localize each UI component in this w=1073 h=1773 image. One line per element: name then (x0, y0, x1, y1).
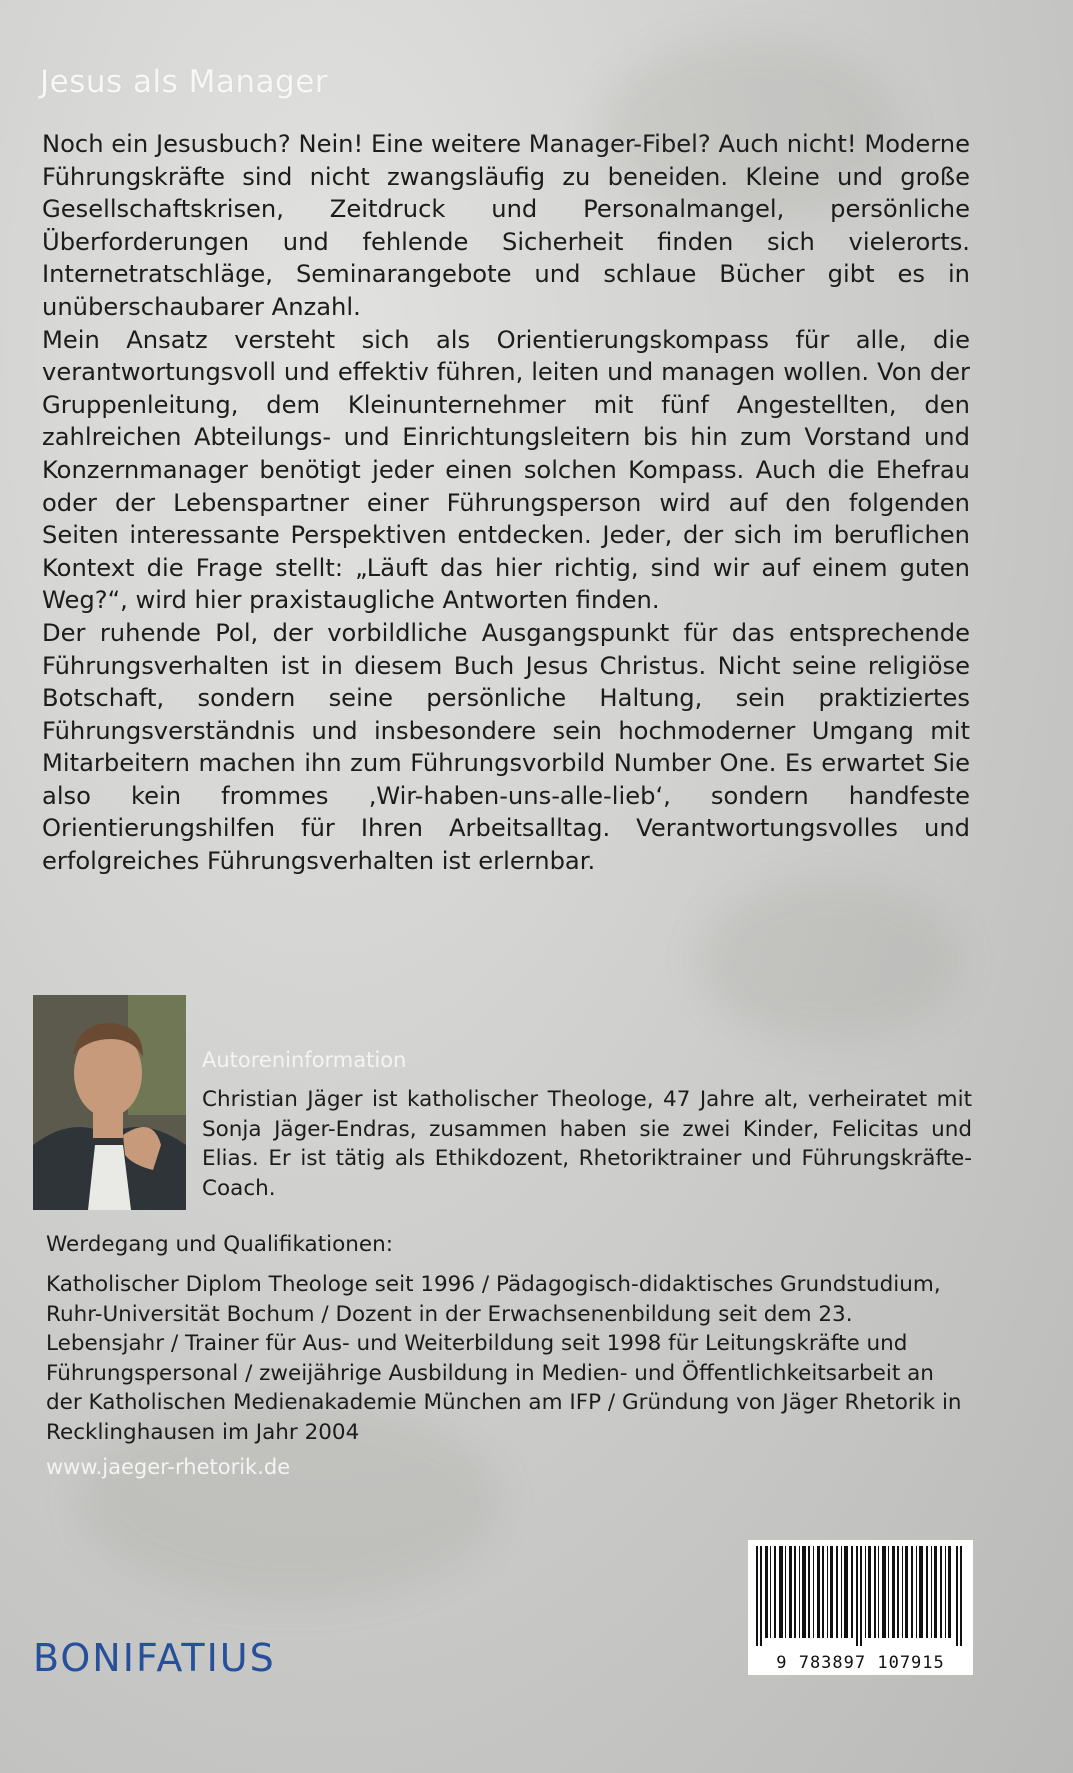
author-photo (33, 995, 186, 1210)
career-text: Katholischer Diplom Theologe seit 1996 / Pädagogisch-didaktisches Grundstudium, Ruhr-Universität Bochum / Dozent in der Erwachsenenbildung seit dem 23. Lebensjahr / Trainer für Aus- und Weiterbildung seit 1998 für Leitungskräfte und Führungspersonal / zweijährige Ausbildung in Medien- und Öffentlichkeitsarbeit an der Katholischen Medienakademie München am IFP / Gründung von Jäger Rhetorik in Recklinghausen im Jahr 2004 (46, 1272, 962, 1445)
intro-text (42, 128, 970, 878)
isbn-digits: 9 783897 107915 (776, 1653, 945, 1673)
author-website: www.jaeger-rhetorik.de (46, 1455, 291, 1479)
intro-paragraph: Noch ein Jesusbuch? Nein! Eine weitere Manager-Fibel? Auch nicht! Moderne Führungskräfte sind nicht zwangsläufig zu beneiden. Kleine und große Gesellschaftskrisen, Zeitdruck und Personalmangel, persönliche Überforderungen und fehlende Sicherheit finden sich vielerorts. Internetratschläge, Seminarangebote und schlaue Bücher gibt es in unüberschaubarer Anzahl. (42, 130, 970, 321)
author-info-label: Autoreninformation (202, 1048, 407, 1072)
intro-paragraph: Der ruhende Pol, der vorbildliche Ausgangspunkt für das entsprechende Führungsverhalten ist in diesem Buch Jesus Christus. Nicht seine religiöse Botschaft, sondern seine persönliche Haltung, sein praktiziertes Führungsverständnis und insbesondere sein hochmoderner Umgang mit Mitarbeitern machen ihn zum Führungsvorbild Number One. Es erwartet Sie also kein frommes ‚Wir-haben-uns-alle-lieb‘, sondern handfeste Orientierungshilfen für Ihren Arbeitsalltag. Verantwortungsvolles und erfolgreiches Führungsverhalten ist erlernbar. (42, 618, 970, 876)
author-bio: Christian Jäger ist katholischer Theologe, 47 Jahre alt, verheiratet mit Sonja Jäger-Endras, zusammen haben sie zwei Kinder, Felicitas und Elias. Er ist tätig als Ethikdozent, Rhetoriktrainer und Führungskräfte-Coach. (202, 1087, 972, 1201)
career-heading: Werdegang und Qualifikationen: (46, 1232, 393, 1257)
intro-paragraph: Mein Ansatz versteht sich als Orientierungskompass für alle, die verantwortungsvoll und effektiv führen, leiten und managen wollen. Von der Gruppenleitung, dem Kleinunternehmer mit fünf Angestellten, den zahlreichen Abteilungs- und Einrichtungsleitern bis hin zum Vorstand und Konzernmanager benötigt jeder einen solchen Kompass. Auch die Ehefrau oder der Lebenspartner einer Führungsperson wird auf den folgenden Seiten interessante Perspektiven entdecken. Jeder, der sich im beruflichen Kontext die Frage stellt: „Läuft das hier richtig, sind wir auf einem guten Weg?“, wird hier praxistaugliche Antworten finden. (42, 325, 970, 615)
author-portrait-illustration (33, 995, 186, 1210)
publisher-logo: BONIFATIUS (33, 1636, 276, 1680)
texture-stain (700, 880, 960, 1040)
book-title: Jesus als Manager (40, 64, 329, 100)
isbn-barcode (748, 1540, 973, 1675)
barcode-bars (756, 1546, 965, 1646)
